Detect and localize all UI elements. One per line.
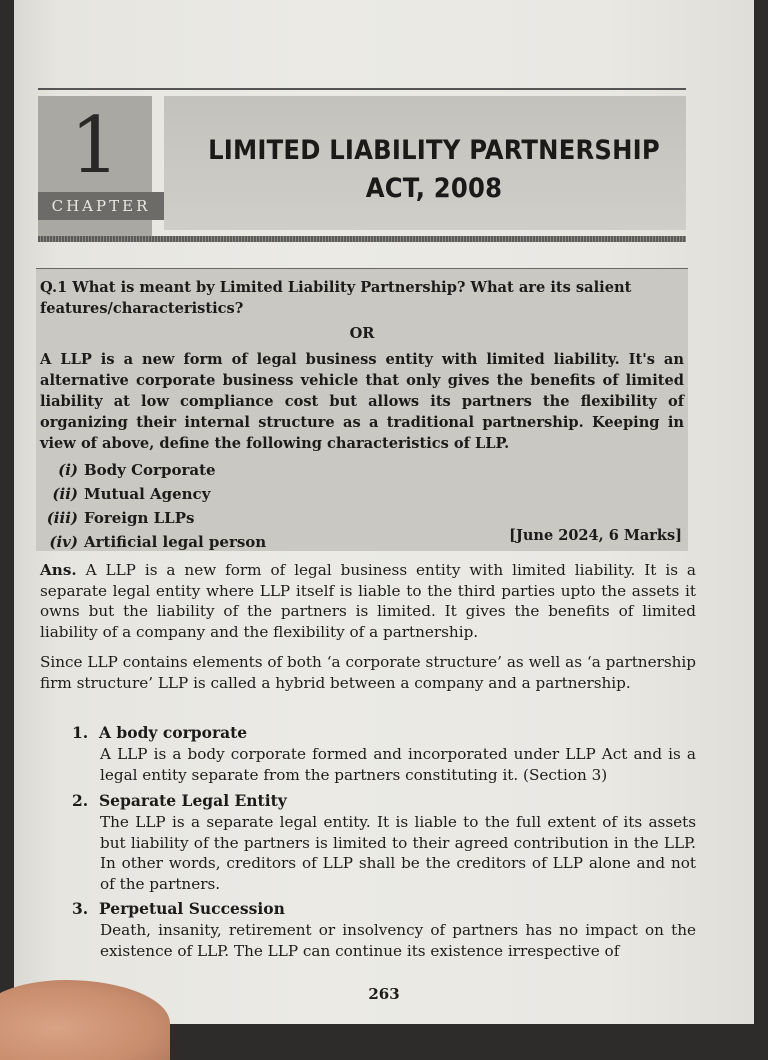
point-heading: 1. A body corporate: [72, 723, 248, 742]
book-page: [14, 0, 754, 1024]
chapter-header: [38, 88, 686, 238]
header-top-rule: [38, 88, 686, 90]
list-item: (i) Body Corporate: [58, 461, 216, 479]
point-heading: 3. Perpetual Succession: [72, 899, 285, 918]
chapter-label: CHAPTER: [38, 192, 164, 220]
question-alt-text: A LLP is a new form of legal business entity with limited liability. It's an alternative corporate business vehicle that only gives the benefits of limited liability at low compliance cost but allows its partners the flexibility of organizing their internal structure as a traditional partnership. Keeping in view of above, define the following characteristics of LLP.: [40, 351, 684, 452]
chapter-title: [164, 132, 704, 208]
marks-note: [June 2024, 6 Marks]: [509, 527, 682, 544]
chapter-number: 1: [70, 101, 120, 191]
point-text: Death, insanity, retirement or insolvency of partners has no impact on the existence of LLP. The LLP can continue its existence irrespective of: [100, 921, 696, 960]
list-item: (iii) Foreign LLPs: [46, 509, 195, 527]
list-item: (iv) Artificial legal person: [49, 533, 267, 551]
question-text: Q.1 What is meant by Limited Liability Partnership? What are its salient features/characteristics?: [40, 279, 632, 317]
chapter-title-line1: LIMITED LIABILITY PARTNERSHIP: [208, 135, 660, 166]
point-text: A LLP is a body corporate formed and incorporated under LLP Act and is a legal entity separate from the partners constituting it. (Section 3): [100, 745, 696, 784]
answer-label: Ans.: [40, 561, 77, 579]
list-item: (ii) Mutual Agency: [52, 485, 211, 503]
header-bottom-rule: [38, 236, 686, 242]
point-heading: 2. Separate Legal Entity: [72, 791, 287, 810]
question-box: [36, 268, 688, 551]
answer-paragraph-2: Since LLP contains elements of both ‘a corporate structure’ as well as ‘a partnership firm structure’ LLP is called a hybrid between a company and a partnership.: [40, 653, 696, 692]
or-separator: OR: [349, 325, 375, 342]
chapter-title-line2: ACT, 2008: [365, 173, 503, 204]
page-number: 263: [368, 985, 400, 1003]
point-text: The LLP is a separate legal entity. It is liable to the full extent of its assets but liability of the partners is limited to their agreed contribution in the LLP. In other words, creditors of LLP shall be the creditors of LLP alone and not of the partners.: [100, 813, 696, 893]
answer-paragraph-1: Ans. A LLP is a new form of legal business entity with limited liability. It is a separate legal entity where LLP itself is liable to the third parties upto the assets it owns but the liability of the partners is limited. It gives the benefits of limited liability of a company and the flexibility of a partnership.: [40, 561, 696, 641]
